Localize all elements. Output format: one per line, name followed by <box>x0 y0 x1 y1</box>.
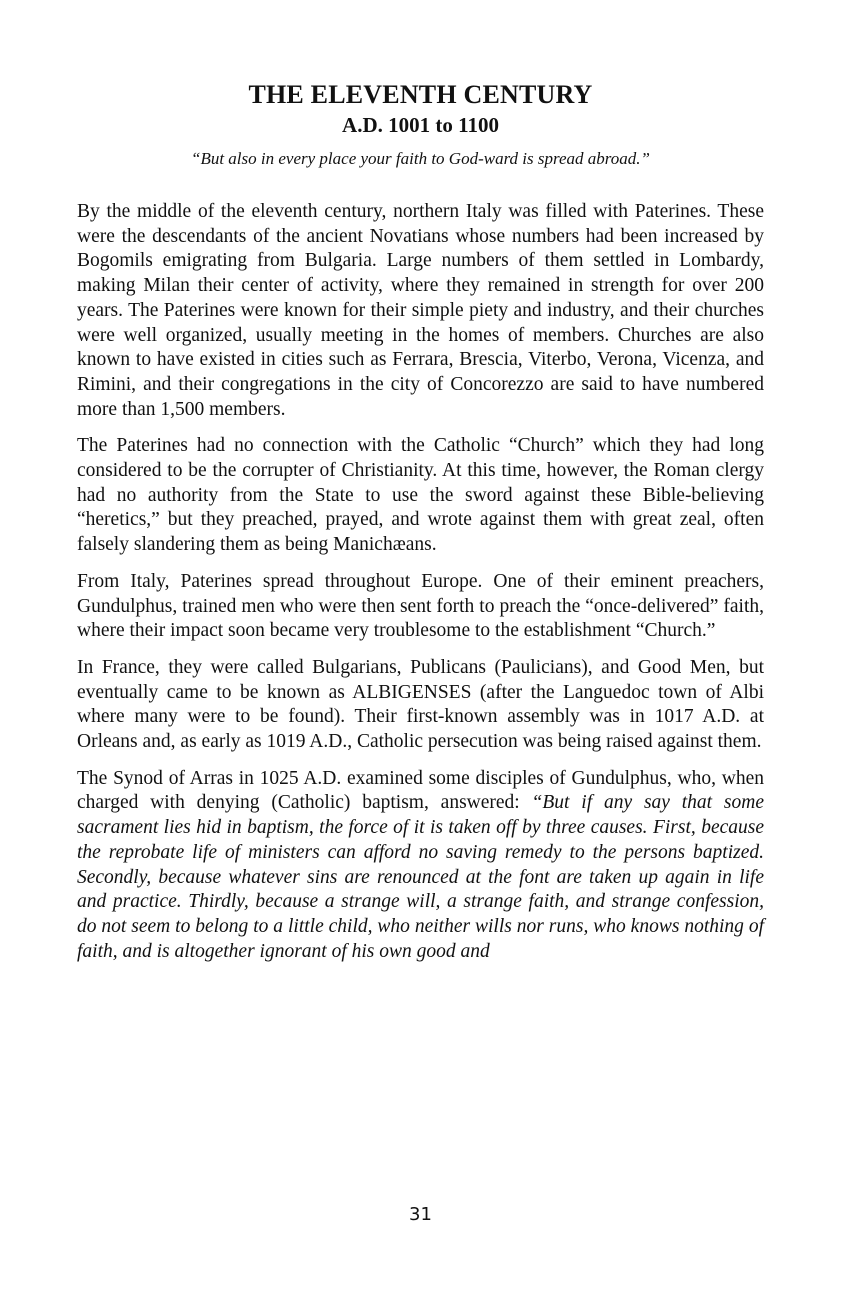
paragraph: From Italy, Paterines spread throughout Europe. One of their eminent preachers, Gundulphus, trained men who were then sent forth to preach the “once-delivered” faith, where their impact soon became very troublesome to the establishment “Church.” <box>77 570 764 642</box>
chapter-subtitle: A.D. 1001 to 1100 <box>342 113 499 137</box>
paragraph <box>77 767 764 965</box>
paragraph: The Paterines had no connection with the Catholic “Church” which they had long considered to be the corrupter of Christianity. At this time, however, the Roman clergy had no authority from the State to use the sword against these Bible-believing “heretics,” but they preached, prayed, and wrote against them with great zeal, often falsely slandering them as being Manichæans. <box>77 435 764 556</box>
page-number: 31 <box>409 1204 432 1225</box>
chapter-title: THE ELEVENTH CENTURY <box>248 80 593 109</box>
quoted-answer: “But if any say that some sacrament lies hid in baptism, the force of it is taken off by three causes. First, because the reprobate life of ministers can afford no saving remedy to the persons baptized. Secondly, because whatever sins are renounced at the font are taken up again in life and practice. Thirdly, because a strange will, a strange faith, and strange confession, do not seem to belong to a little child, who neither wills nor runs, who knows nothing of faith, and is altogether ignorant of his own good and <box>77 792 765 962</box>
epigraph: “But also in every place your faith to God-ward is spread abroad.” <box>191 149 650 168</box>
body-text <box>77 200 764 964</box>
paragraph: By the middle of the eleventh century, northern Italy was filled with Paterines. These were the descendants of the ancient Novatians whose numbers had been increased by Bogomils emigrating from Bulgaria. Large numbers of them settled in Lombardy, making Milan their center of activity, where they remained in strength for over 200 years. The Paterines were known for their simple piety and industry, and their churches were well organized, usually meeting in the homes of members. Churches are also known to have existed in cities such as Ferrara, Brescia, Viterbo, Verona, Vicenza, and Rimini, and their congregations in the city of Concorezzo are said to have numbered more than 1,500 members. <box>77 201 764 420</box>
paragraph: In France, they were called Bulgarians, Publicans (Paulicians), and Good Men, but eventually came to be known as ALBIGENSES (after the Languedoc town of Albi where many were to be found). Their first-known assembly was in 1017 A.D. at Orleans and, as early as 1019 A.D., Catholic persecution was being raised against them. <box>77 656 764 753</box>
page-content <box>77 80 764 976</box>
paragraph-text: The Synod of Arras in 1025 A.D. examined some disciples of Gundulphus, who, when charged with denying (Catholic) baptism, answered: <box>77 767 764 814</box>
